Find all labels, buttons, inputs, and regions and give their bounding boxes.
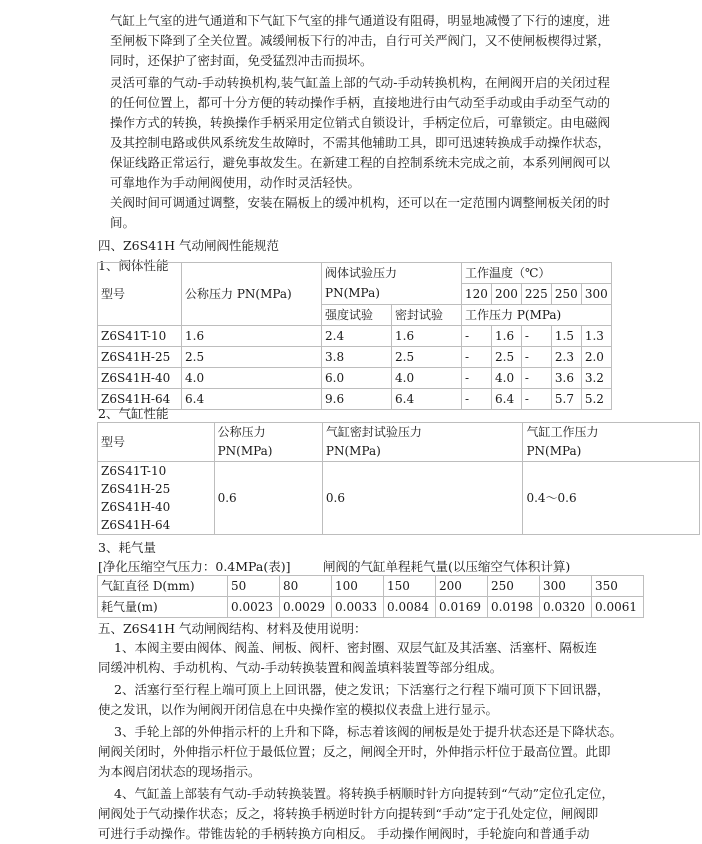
cell-work: 3.2: [581, 368, 611, 389]
intro-line: 间。: [110, 215, 136, 230]
cell-work: -: [521, 326, 551, 347]
cylinder-performance-table: [97, 422, 700, 535]
cyl-header-pn-label: 公称压力: [217, 425, 266, 439]
cell-work: 5.2: [581, 389, 611, 410]
table-row: [98, 347, 612, 368]
cyl-header-seal-unit: PN(MPa): [325, 444, 381, 458]
header-model: 型号: [98, 263, 182, 326]
intro-line: 同时，还保护了密封面，免受猛烈冲击而损坏。: [110, 53, 373, 68]
cyl-pn-value: 0.6: [214, 462, 322, 535]
cell-strength: 3.8: [322, 347, 392, 368]
cell-work: 2.5: [492, 347, 522, 368]
section5-line: 为本阀启闭状态的现场指示。: [98, 764, 261, 779]
diameter-cell: 100: [332, 576, 384, 597]
body-performance-table-wrap: [97, 262, 702, 406]
cyl-model: Z6S41H-40: [101, 500, 171, 514]
section5-line: 1、本阀主要由阀体、阀盖、闸板、阀杆、密封圈、双层气缸及其活塞、活塞杆、隔板连: [114, 640, 597, 655]
diameter-cell: 200: [436, 576, 488, 597]
air-consumption-table: [97, 575, 644, 618]
diameter-cell: 80: [280, 576, 332, 597]
intro-line: 关阀时间可调通过调整，安装在隔板上的缓冲机构，还可以在一定范围内调整闸板关闭的时: [110, 195, 611, 210]
section5-line: 使之发讯，以作为闸阀开闭信息在中央操作室的模拟仪表盘上进行显示。: [98, 702, 499, 717]
diameter-cell: 350: [592, 576, 644, 597]
cyl-model: Z6S41H-64: [101, 518, 171, 532]
header-consumption: 耗气量(m): [98, 597, 228, 618]
cyl-header-work: [523, 423, 700, 462]
cell-work: 1.3: [581, 326, 611, 347]
header-seal-test: 密封试验: [392, 305, 462, 326]
cell-strength: 9.6: [322, 389, 392, 410]
air-consumption-note-left: [净化压缩空气压力：0.4MPa(表)]: [98, 559, 291, 574]
cell-model: Z6S41H-40: [98, 368, 182, 389]
cell-work: -: [462, 389, 492, 410]
cell-work: -: [462, 326, 492, 347]
body-performance-title: 1、阀体性能: [98, 258, 169, 273]
air-consumption-title: 3、耗气量: [98, 540, 156, 555]
temp-cell: 250: [551, 284, 581, 305]
cell-seal: 2.5: [392, 347, 462, 368]
cell-work: 3.6: [551, 368, 581, 389]
cyl-header-seal-label: 气缸密封试验压力: [325, 425, 422, 439]
cell-work: 2.0: [581, 347, 611, 368]
section5-line: 闸阀处于气动操作状态；反之，将转换手柄逆时针方向提转到“手动”定于孔处定位，闸阀即: [98, 806, 599, 821]
cell-model: Z6S41T-10: [98, 326, 182, 347]
header-working-pressure: 工作压力 P(MPa): [462, 305, 612, 326]
cell-work: -: [521, 389, 551, 410]
section5-line: 2、活塞行至行程上端可顶上上回讯器，使之发讯；下活塞行之行程下端可顶下下回讯器，: [114, 682, 610, 697]
intro-line: 及其控制电路或供风系统发生故障时，不需其他辅助工具，即可迅速转换成手动操作状态，: [110, 135, 611, 150]
intro-line: 至闸板下降到了全关位置。减缓闸板下行的冲击，自行可关严阀门，又不使闸板楔得过紧，: [110, 33, 611, 48]
cyl-header-pn-unit: PN(MPa): [217, 444, 273, 458]
section5-line: 同缓冲机构、手动机构、气动-手动转换装置和阀盖填料装置等部分组成。: [98, 660, 503, 675]
cyl-model: Z6S41T-10: [101, 464, 167, 478]
table-row: [98, 389, 612, 410]
cell-model: Z6S41H-25: [98, 347, 182, 368]
section5-title: 五、Z6S41H 气动闸阀结构、材料及使用说明：: [98, 621, 367, 636]
cell-seal: 1.6: [392, 326, 462, 347]
consumption-cell: 0.0084: [384, 597, 436, 618]
header-temperature: 工作温度（℃）: [462, 263, 612, 284]
consumption-cell: 0.0061: [592, 597, 644, 618]
cell-work: -: [462, 347, 492, 368]
cell-model: Z6S41H-64: [98, 389, 182, 410]
cell-pn: 6.4: [182, 389, 322, 410]
header-strength-test: 强度试验: [322, 305, 392, 326]
header-nominal-pressure: 公称压力 PN(MPa): [182, 263, 322, 326]
cyl-seal-value: 0.6: [322, 462, 523, 535]
cell-work: 2.3: [551, 347, 581, 368]
cell-work: 1.5: [551, 326, 581, 347]
cyl-work-value: 0.4～0.6: [523, 462, 700, 535]
consumption-cell: 0.0023: [228, 597, 280, 618]
intro-line: 的任何位置上，都可十分方便的转动操作手柄，直接地进行由气动至手动或由手动至气动的: [110, 95, 611, 110]
consumption-cell: 0.0169: [436, 597, 488, 618]
section5-line: 3、手轮上部的外伸指示杆的上升和下降，标志着该阀的闸板是处于提升状态还是下降状态。: [114, 724, 622, 739]
cell-pn: 2.5: [182, 347, 322, 368]
section5-line: 闸阀关闭时，外伸指示杆位于最低位置；反之，闸阀全开时，外伸指示杆位于最高位置。此即: [98, 744, 611, 759]
cyl-header-pn: [214, 423, 322, 462]
cell-work: 5.7: [551, 389, 581, 410]
intro-line: 灵活可靠的气动-手动转换机构,装气缸盖上部的气动-手动转换机构，在闸阀开启的关闭过程: [110, 75, 610, 90]
intro-line: 可靠地作为手动闸阀使用，动作时灵活轻快。: [110, 175, 361, 190]
temp-cell: 200: [492, 284, 522, 305]
intro-line: 保证线路正常运行，避免事故发生。在新建工程的自控制系统未完成之前，本系列闸阀可以: [110, 155, 611, 170]
body-performance-table: [97, 262, 612, 410]
diameter-cell: 250: [488, 576, 540, 597]
cell-seal: 6.4: [392, 389, 462, 410]
temp-cell: 225: [521, 284, 551, 305]
cell-work: -: [521, 368, 551, 389]
cell-pn: 4.0: [182, 368, 322, 389]
cell-work: -: [462, 368, 492, 389]
cylinder-performance-table-wrap: [97, 422, 700, 535]
table-row: [98, 576, 644, 597]
cyl-header-work-label: 气缸工作压力: [526, 425, 599, 439]
diameter-cell: 150: [384, 576, 436, 597]
cell-strength: 2.4: [322, 326, 392, 347]
header-test-pressure-label: 阀体试验压力: [325, 266, 398, 280]
cyl-models: [98, 462, 215, 535]
consumption-cell: 0.0029: [280, 597, 332, 618]
cell-pn: 1.6: [182, 326, 322, 347]
cell-work: 6.4: [492, 389, 522, 410]
intro-line: 操作方式的转换，转换操作手柄采用定位销式自锁设计，手柄定位后，可靠锁定。由电磁阀: [110, 115, 611, 130]
consumption-cell: 0.0033: [332, 597, 384, 618]
cyl-header-model: 型号: [98, 423, 215, 462]
cyl-header-work-unit: PN(MPa): [526, 444, 582, 458]
table-row: [98, 597, 644, 618]
header-test-pressure-unit: PN(MPa): [325, 286, 380, 300]
header-diameter: 气缸直径 D(mm): [98, 576, 228, 597]
cell-seal: 4.0: [392, 368, 462, 389]
diameter-cell: 300: [540, 576, 592, 597]
cell-work: 4.0: [492, 368, 522, 389]
cylinder-performance-title: 2、气缸性能: [98, 406, 169, 421]
air-consumption-note-right: 闸阀的气缸单程耗气量(以压缩空气体积计算): [323, 559, 571, 574]
table-row: [98, 326, 612, 347]
temp-cell: 120: [462, 284, 492, 305]
intro-line: 气缸上气室的进气通道和下气缸下气室的排气通道设有阻碍，明显地减慢了下行的速度，进: [110, 13, 611, 28]
section5-line: 可进行手动操作。带锥齿轮的手柄转换方向相反。 手动操作闸阀时，手轮旋向和普通手动: [98, 826, 590, 841]
cyl-model: Z6S41H-25: [101, 482, 171, 496]
consumption-cell: 0.0198: [488, 597, 540, 618]
cyl-header-seal: [322, 423, 523, 462]
section4-title: 四、Z6S41H 气动闸阀性能规范: [98, 238, 279, 253]
temp-cell: 300: [581, 284, 611, 305]
cell-work: -: [521, 347, 551, 368]
table-row: [98, 368, 612, 389]
diameter-cell: 50: [228, 576, 280, 597]
consumption-cell: 0.0320: [540, 597, 592, 618]
section5-line: 4、气缸盖上部装有气动-手动转换装置。将转换手柄顺时针方向提转到“气动”定位孔定位，: [114, 786, 614, 801]
cell-work: 1.6: [492, 326, 522, 347]
cell-strength: 6.0: [322, 368, 392, 389]
header-test-pressure: [322, 263, 462, 305]
air-consumption-table-wrap: [97, 575, 700, 617]
